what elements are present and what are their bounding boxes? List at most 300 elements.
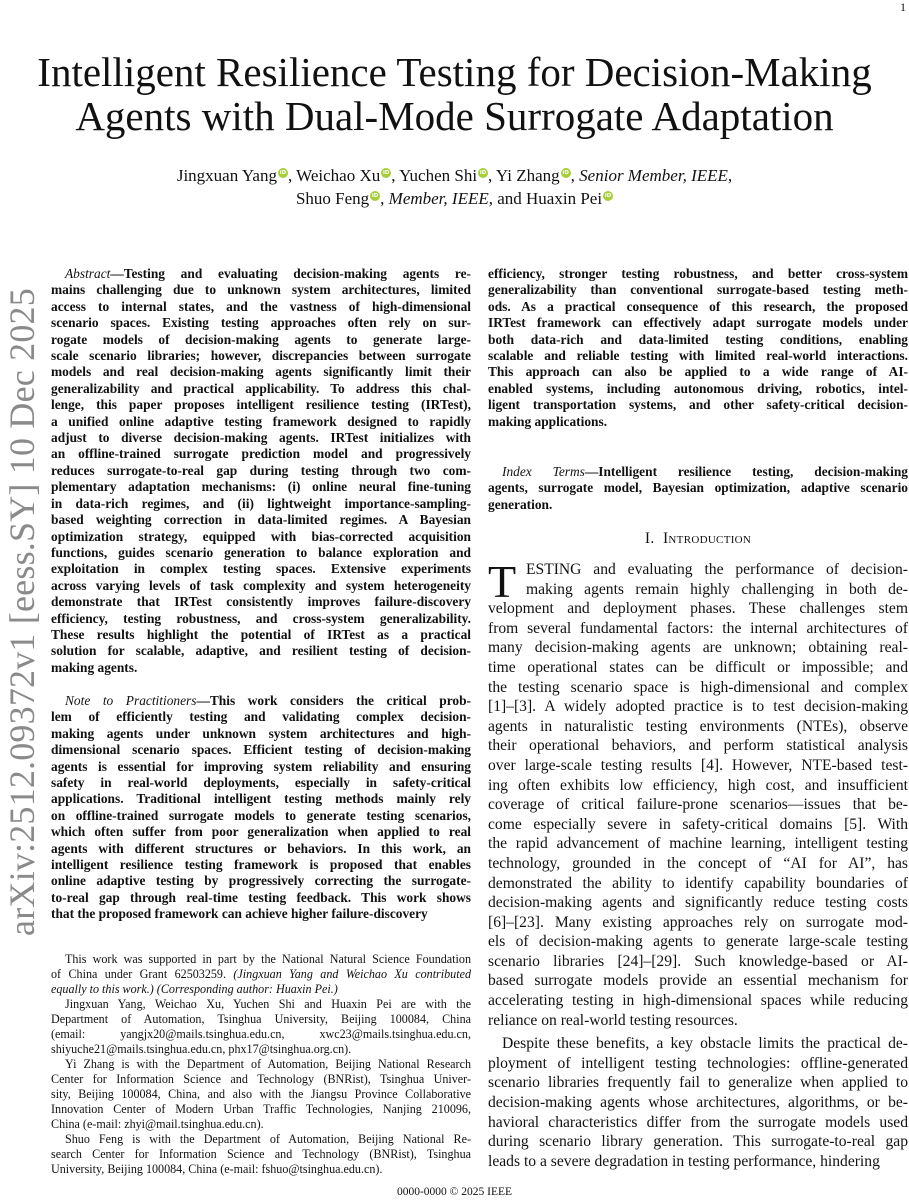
text-segment: havioral characteristics differ from the surrogate models used [488,1113,908,1131]
intro-paragraph-2 [488,1034,908,1171]
text-line-content [51,446,471,462]
text-segment: efficiency, testing robustness, and cross-system generalizability. [51,610,471,626]
text-line [51,414,471,430]
text-line-content [488,1093,908,1113]
italic-segment: Note to Practitioners [65,693,197,708]
text-segment: intelligent resilience testing framework is proposed that enables [51,857,471,873]
text-line [488,1073,908,1093]
arxiv-watermark: arXiv:2512.09372v1 [eess.SY] 10 Dec 2025 [2,288,42,936]
text-line [51,1162,471,1177]
text-line-content [488,1034,908,1054]
text-line-content [488,497,552,513]
text-line [51,1117,471,1132]
text-line [488,619,908,639]
note-to-practitioners-continued [488,266,908,430]
text-line-content [51,364,471,380]
text-segment: from several fundamental factors: the internal architectures of [488,619,908,637]
text-line [488,332,908,348]
text-line [488,834,908,854]
text-line-content [51,479,471,495]
text-line-content [51,1162,382,1177]
text-segment: an offline-trained surrogate prediction model and progressively [51,446,471,462]
text-line-content [51,397,471,413]
text-line-content [488,480,908,496]
text-line [51,397,471,413]
text-line [488,1093,908,1113]
text-line-content [488,854,908,874]
text-segment: ligent transportation systems, and other safety-critical decision- [488,397,908,413]
text-line-content [51,1072,471,1087]
page-number: 1 [900,0,906,14]
text-segment: Despite these benefits, a key obstacle limits the practical de- [502,1035,908,1053]
section-title: Introduction [662,530,752,547]
text-line-content [51,759,471,775]
text-line-content [488,464,908,480]
text-segment: scalable and reliable testing with limited real-world interactions. [488,348,908,364]
orcid-icon[interactable]: iD [383,170,390,176]
text-segment: search Center for Information Science and Technology (BNRist), Tsinghua [51,1147,471,1161]
text-line [51,890,471,906]
introduction-body [488,556,908,1171]
text-line-content [51,775,471,791]
text-line-content [51,266,471,282]
text-segment: These results highlight the potential of IRTest as a practical [51,626,471,642]
text-segment: IRTest framework can effectively adapt surrogate models under [488,315,908,331]
text-line-content [488,315,908,331]
text-line [51,643,471,659]
text-segment: agents is essential for improving system reliability and ensuring [51,758,471,774]
text-line-content [488,599,908,619]
conjunction: and [497,189,522,208]
text-line-content [51,982,338,997]
text-segment: shiyuche21@mails.tsinghua.edu.cn, phx17@tsinghua.org.cn). [51,1042,352,1056]
text-line-content [51,1102,471,1117]
text-segment: Jingxuan Yang, Weichao Xu, Yuchen Shi and Huaxin Pei are with the [65,997,471,1011]
text-line-content [488,815,908,835]
text-segment: velopment and deployment phases. These challenges stem [488,600,908,618]
text-line [488,1034,908,1054]
text-line [488,756,908,776]
text-line [51,1087,471,1102]
text-segment: [6]–[23]. Many existing approaches rely on surrogate mod- [488,913,908,931]
text-segment: Center for Information Science and Technology (BNRist), Tsinghua Univer- [51,1072,471,1086]
text-segment: adjust to diverse decision-making agents. IRTest initializes with [51,430,471,446]
text-segment: ods. As a practical consequence of this research, the proposed [488,298,908,314]
text-segment: Department of Automation, Tsinghua University, Beijing 100084, China [51,1012,471,1026]
text-line [51,775,471,791]
text-segment: which often suffer from poor generalization when applied to real [51,824,471,840]
italic-segment: Abstract [65,266,111,281]
text-line-content [488,619,908,639]
text-segment: based surrogate models provide an essential mechanism for [488,972,908,990]
text-segment: come especially severe in safety-critical domains [5]. With [488,815,908,833]
text-line-content [51,627,471,643]
text-line [488,299,908,315]
text-line-content [51,1042,351,1057]
text-line [51,463,471,479]
text-line [488,874,908,894]
text-line [51,578,471,594]
orcid-icon[interactable]: iD [604,193,612,199]
text-line [51,660,471,676]
text-line [51,611,471,627]
drop-cap: T [488,556,517,607]
text-line-content [51,857,471,873]
text-line-content [51,841,471,857]
text-line [51,479,471,495]
text-line-content [51,1132,471,1147]
text-line [51,627,471,643]
author-name: Huaxin Pei [526,189,603,208]
text-segment: [1]–[3]. A widely adopted practice is to test decision-making [488,698,908,716]
section-number: I. [644,530,655,547]
text-line [488,952,908,972]
text-line [51,496,471,512]
text-line [51,430,471,446]
text-segment: agents, surrogate model, Bayesian optimization, adaptive scenario [488,480,908,496]
text-line-content [488,795,908,815]
text-segment: —Testing and evaluating decision-making agents re- [110,266,471,281]
text-line [488,854,908,874]
text-segment: (email: yangjx20@mails.tsinghua.edu.cn, xwc23@mails.tsinghua.edu.cn, [51,1027,471,1041]
text-line-content [51,611,471,627]
text-line [51,726,471,742]
note-to-practitioners [51,693,471,923]
text-line [488,580,908,600]
text-line [51,808,471,824]
text-line-content [51,742,471,758]
author-name: Yuchen Shi [399,166,478,185]
text-segment: a unified online adaptive testing framework designed to rapidly [51,413,471,429]
text-line [51,742,471,758]
text-line [51,759,471,775]
text-line [51,824,471,840]
author-name: Yi Zhang [495,166,560,185]
text-line [51,873,471,889]
text-line-content [488,1054,908,1074]
text-line-content [51,824,471,840]
text-line-content [488,1113,908,1133]
text-segment: that the proposed framework can achieve higher failure-discovery [51,906,428,922]
text-segment: access to internal states, and the vastness of high-dimensional [51,298,471,314]
text-line-content [51,1057,471,1072]
text-segment: plementary adaptation mechanisms: (i) online neural fine-tuning [51,479,471,495]
text-segment: rogate models of decision-making agents to generate large- [51,331,471,347]
paper-title [0,50,909,138]
text-line-content [488,874,908,894]
text-segment: leads to a severe degradation in testing performance, hindering [488,1152,880,1170]
text-segment: dimensional scenario spaces. Efficient testing of decision-making [51,742,471,758]
italic-segment: (Jingxuan Yang and Weichao Xu contributed [233,967,471,981]
text-line-content [488,332,908,348]
author-name: Weichao Xu [296,166,381,185]
orcid-icon[interactable]: iD [279,170,287,176]
text-segment: generalizability and practical applicability. To address this chal- [51,380,471,396]
footnote-funding [51,952,471,997]
text-segment: scenario libraries [24]–[29]. Such knowledge-based or AI- [488,952,908,970]
text-line-content [488,381,908,397]
text-segment: ESTING and evaluating the performance of decision- [526,561,908,578]
text-line [51,266,471,282]
text-line [51,1012,471,1027]
text-segment: scale scenario libraries; however, discrepancies between surrogate [51,348,471,364]
text-line [488,893,908,913]
text-segment: enabled systems, including autonomous driving, robotics, intel- [488,380,908,396]
text-line-content [51,1117,264,1132]
text-segment: lem of efficiently testing and validating complex decision- [51,709,471,725]
text-line [51,282,471,298]
text-line-content [488,397,908,413]
text-line [488,697,908,717]
text-segment: sity, Beijing 100084, China, and also with the Jiangsu Province Collaborative [51,1087,471,1101]
text-line-content [488,834,908,854]
text-segment: functions, guides scenario generation to balance exploration and [51,544,471,560]
text-line-content [51,1147,471,1162]
text-segment: reduces surrogate-to-real gap during testing through two com- [51,462,471,478]
title-line-1: Intelligent Resilience Testing for Decision-Making [37,49,872,95]
text-line-content [51,348,471,364]
text-line [488,815,908,835]
text-line-content [488,776,908,796]
text-line-content [488,736,908,756]
text-segment: in data-rich regimes, and (ii) lightweight importance-sampling- [51,495,471,511]
text-line [51,332,471,348]
text-segment: els of decision-making agents to generate large-scale testing [488,933,908,951]
text-line [51,446,471,462]
text-segment: making applications. [488,413,608,429]
text-line [488,638,908,658]
text-line-content [51,545,471,561]
text-segment: Innovation Center of Modern Urban Traffic Technologies, Nanjing 210096, [51,1102,471,1116]
author-name: Jingxuan Yang [176,166,277,185]
text-line [488,736,908,756]
text-line-content [51,463,471,479]
text-line [488,991,908,1011]
text-line [488,381,908,397]
author-name: Shuo Feng [295,189,370,208]
text-line-content [51,1087,471,1102]
text-line-content [526,560,908,580]
text-line [488,1132,908,1152]
text-line [488,658,908,678]
text-segment: safety in real-world deployments, especially in safety-critical [51,775,471,791]
text-line [488,282,908,298]
text-line-content [51,808,471,824]
text-line-content [51,693,471,709]
text-line-content [488,299,908,315]
text-line [51,545,471,561]
text-line-content [51,578,471,594]
text-segment: making agents remain highly challenging in both de- [526,580,908,598]
text-line-content [488,893,908,913]
text-segment: during scenario library generation. This surrogate-to-real gap [488,1133,908,1151]
index-terms [488,464,908,513]
title-line-2: Agents with Dual-Mode Surrogate Adaptation [75,93,834,139]
text-line-content [488,1073,908,1093]
orcid-icon[interactable]: iD [479,170,487,176]
text-segment: coverage of critical failure-prone scenarios—issues that be- [488,796,908,814]
text-line [51,348,471,364]
text-line-content [51,952,471,967]
italic-segment: equally to this work.) (Corresponding author: Huaxin Pei.) [51,982,338,996]
text-line [488,1011,908,1031]
text-segment: scenario libraries frequently fail to generalize when applied to [488,1074,908,1092]
text-line-content [51,594,471,610]
text-segment: accelerating testing in high-dimensional spaces while reducing [488,992,908,1010]
text-line [51,1072,471,1087]
text-segment: time operational states can be difficult or impossible; and [488,658,908,676]
text-line [488,266,908,282]
footnote-affiliation-3 [51,1132,471,1177]
text-line-content [51,430,471,446]
abstract [51,266,471,676]
text-segment: on offline-trained surrogate models to generate testing scenarios, [51,807,471,823]
text-segment: reliance on real-world testing resources. [488,1011,738,1029]
text-segment: demonstrate that IRTest consistently improves failure-discovery [51,594,471,610]
intro-paragraph-1 [488,556,908,1030]
text-line [51,529,471,545]
text-line [51,1147,471,1162]
text-line-content [488,971,908,991]
text-segment: ing often exhibits low efficiency, high cost, and insufficient [488,776,908,794]
text-segment: over large-scale testing results [4]. However, NTE-based test- [488,756,908,774]
text-line-content [526,580,908,600]
text-line-content [51,906,428,922]
text-segment: models and real decision-making agents significantly limit their [51,364,471,380]
text-segment: China (e-mail: zhyi@mail.tsinghua.edu.cn). [51,1117,264,1131]
text-line-content [488,756,908,776]
text-line [51,1132,471,1147]
text-line [488,464,908,480]
text-line-content [488,913,908,933]
text-line [488,1054,908,1074]
text-line [488,414,908,430]
text-line-content [488,414,607,430]
text-line-content [488,991,908,1011]
text-line-content [488,1132,908,1152]
text-line-content [51,315,471,331]
text-segment: both data-rich and data-limited testing conditions, enabling [488,331,908,347]
text-line [488,348,908,364]
text-line [51,857,471,873]
text-segment: lenge, this paper proposes intelligent resilience testing (IRTest), [51,397,471,413]
text-segment: University, Beijing 100084, China (e-mail: fshuo@tsinghua.edu.cn). [51,1162,383,1176]
text-line [488,932,908,952]
text-line [488,599,908,619]
text-segment: agents in naturalistic testing environments (NTEs), observe [488,717,908,735]
text-line [51,561,471,577]
text-line-content [51,561,471,577]
orcid-icon[interactable]: iD [562,170,569,176]
text-line-content [488,1011,738,1031]
intro-paragraph-1-wrap [488,556,908,1030]
text-segment: their operational behaviors, and perform statistical analysis [488,737,908,755]
text-line [51,381,471,397]
text-line-content [488,638,908,658]
text-segment: exploitation in complex testing spaces. Extensive experiments [51,561,471,577]
text-segment: online adaptive testing by progressively correcting the surrogate- [51,873,471,889]
text-segment: technology, grounded in the concept of “AI for AI”, has [488,854,908,872]
orcid-icon[interactable]: iD [371,193,379,199]
text-line-content [488,266,908,282]
text-line [488,497,908,513]
text-line-content [488,1152,880,1172]
text-segment: Shuo Feng is with the Department of Automation, Beijing National Re- [65,1132,471,1146]
text-line [488,971,908,991]
footnote-affiliation-1 [51,997,471,1057]
footnote-affiliation-2 [51,1057,471,1132]
copyright-footer: 0000-0000 © 2025 IEEE [396,1186,513,1198]
text-line [51,594,471,610]
text-line [488,364,908,380]
author-role: Senior Member, IEEE [579,166,728,185]
footnotes [51,952,471,1177]
text-line-content [51,643,471,659]
text-line-content [51,1027,471,1042]
text-line-content [488,932,908,952]
text-segment: Yi Zhang is with the Department of Automation, Beijing National Research [65,1057,471,1071]
authors-line-1: Jingxuan Yang iD , Weichao Xu iD , Yuchen Shi iD , Yi Zhang iD , Senior Member, IEEE, [176,166,733,185]
text-segment: many decision-making agents are unknown; obtaining real- [488,639,908,657]
text-line [488,560,908,580]
text-line-content [51,967,471,982]
text-line-content [51,709,471,725]
text-line-content [51,997,471,1012]
text-line [488,678,908,698]
text-line-content [488,348,908,364]
text-segment: agents with different structures or behaviors. In this work, an [51,840,471,856]
text-line [51,906,471,922]
text-segment: optimization strategy, equipped with bias-corrected acquisition [51,528,471,544]
text-line-content [488,282,908,298]
text-segment: solution for scalable, adaptive, and resilient testing of decision- [51,643,471,659]
text-line-content [51,1012,471,1027]
text-segment: decision-making agents and significantly reduce testing costs [488,894,908,912]
text-line [51,512,471,528]
text-segment: applications. Traditional intelligent testing methods mainly rely [51,791,471,807]
text-line [51,982,471,997]
text-line [488,315,908,331]
text-line [488,913,908,933]
text-segment: decision-making agents whose architectures, algorithms, or be- [488,1094,908,1112]
text-segment: demonstrated the ability to identify capability boundaries of [488,874,908,892]
text-line [488,397,908,413]
section-heading-introduction [488,530,908,548]
text-segment: making agents. [51,659,138,675]
text-line-content [51,414,471,430]
text-line-content [51,726,471,742]
text-line-content [51,332,471,348]
text-segment: generalizability than conventional surrogate-based testing meth- [488,282,908,298]
text-line [51,1102,471,1117]
text-line [51,709,471,725]
text-line [51,693,471,709]
text-line [51,364,471,380]
text-segment: generation. [488,496,553,512]
text-line-content [51,890,471,906]
text-segment: across varying levels of task complexity and system heterogeneity [51,577,471,593]
text-line [488,1152,908,1172]
text-line [51,791,471,807]
text-line [51,967,471,982]
text-line [51,315,471,331]
text-line [51,1042,471,1057]
text-line-content [488,697,908,717]
text-line [488,795,908,815]
text-line [488,717,908,737]
text-segment: —This work considers the critical prob- [196,693,471,708]
text-line [51,952,471,967]
